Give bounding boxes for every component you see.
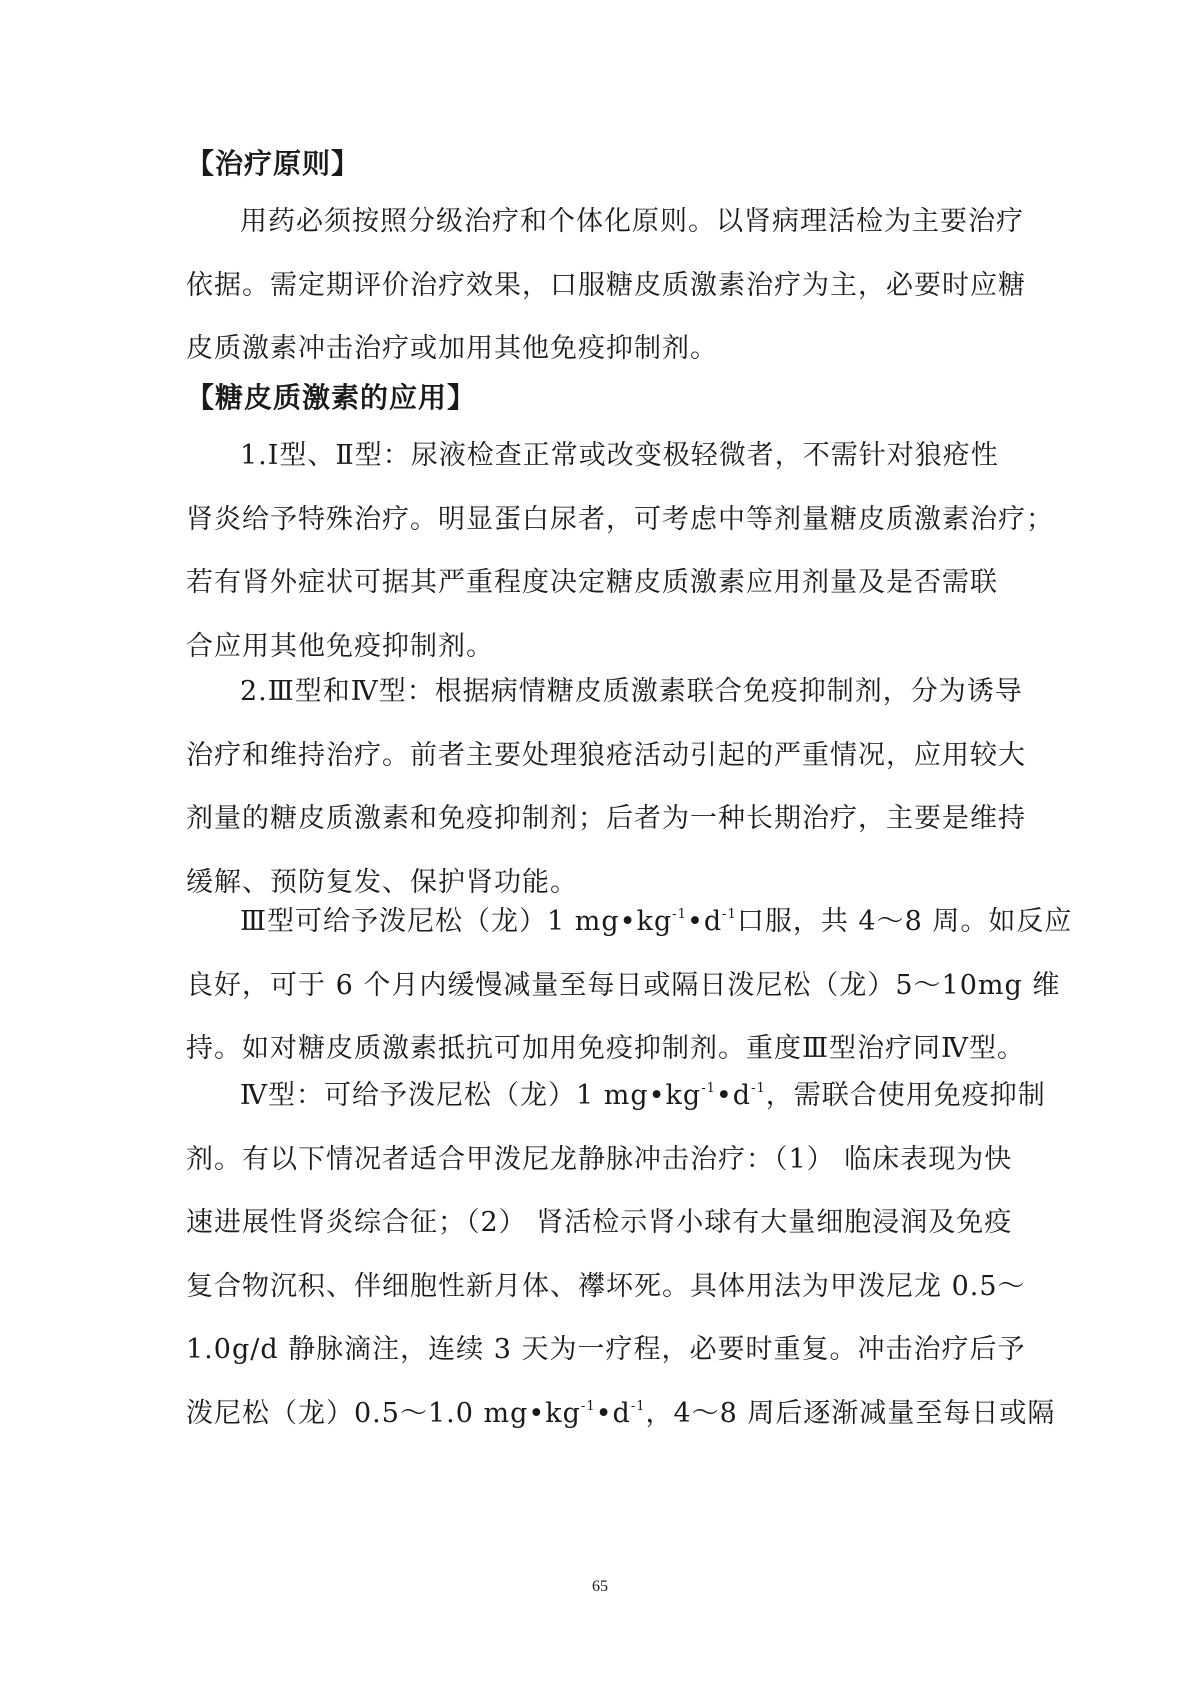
superscript: -1: [722, 907, 737, 922]
section-heading-corticosteroid-use: 【糖皮质激素的应用】: [186, 381, 477, 414]
text-run: Ⅲ型可给予泼尼松（龙）1 mg•kg: [240, 906, 673, 937]
superscript: -1: [701, 1081, 716, 1096]
text-line: [186, 1064, 1046, 1128]
text-line: 若有肾外症状可据其严重程度决定糖皮质激素应用剂量及是否需联: [186, 567, 998, 598]
text-line: 2.Ⅲ型和Ⅳ型：根据病情糖皮质激素联合免疫抑制剂，分为诱导: [240, 676, 1023, 707]
text-line: 合应用其他免疫抑制剂。: [186, 630, 494, 662]
paragraph-treatment-principle: [186, 190, 1026, 381]
text-run: ，需联合使用免疫抑制: [765, 1080, 1046, 1111]
text-line: [186, 1382, 1056, 1446]
text-run: Ⅳ型：可给予泼尼松（龙）1 mg•kg: [240, 1080, 702, 1111]
text-run: 口服，共 4～8 周。如反应: [736, 906, 1073, 937]
text-run: ，4～8 周后逐渐减量至每日或隔: [645, 1397, 1056, 1429]
superscript: -1: [751, 1081, 766, 1096]
text-run: 泼尼松（龙）0.5～1.0 mg•kg: [186, 1397, 581, 1429]
text-line: 1.0g/d 静脉滴注，连续 3 天为一疗程，必要时重复。冲击治疗后予: [186, 1334, 1026, 1365]
text-run: •d: [595, 1397, 631, 1429]
text-line: 持。如对糖皮质激素抵抗可加用免疫抑制剂。重度Ⅲ型治疗同Ⅳ型。: [186, 1033, 1026, 1064]
text-run: •d: [715, 1080, 752, 1111]
paragraph-type-4: [186, 1064, 1056, 1445]
text-line: 1.Ⅰ型、Ⅱ型：尿液检查正常或改变极轻微者，不需针对狼疮性: [240, 440, 999, 471]
text-line: 缓解、预防复发、保护肾功能。: [186, 866, 578, 898]
page-number: 65: [592, 1578, 608, 1595]
text-line: 良好，可于 6 个月内缓慢减量至每日或隔日泼尼松（龙）5～10mg 维: [186, 969, 1061, 1001]
superscript: -1: [672, 907, 687, 922]
text-line: 速进展性肾炎综合征；（2） 肾活检示肾小球有大量细胞浸润及免疫: [186, 1207, 1013, 1238]
text-line: 肾炎给予特殊治疗。明显蛋白尿者，可考虑中等剂量糖皮质激素治疗；: [186, 503, 1054, 535]
superscript: -1: [580, 1398, 596, 1414]
text-line: 用药必须按照分级治疗和个体化原则。以肾病理活检为主要治疗: [240, 206, 1024, 237]
paragraph-type-3: [186, 890, 1073, 1081]
text-line: 剂量的糖皮质激素和免疫抑制剂；后者为一种长期治疗，主要是维持: [186, 803, 1026, 834]
text-line: [186, 890, 1073, 954]
text-run: •d: [686, 906, 723, 937]
section-heading-treatment-principle: 【治疗原则】: [186, 147, 361, 180]
text-line: 治疗和维持治疗。前者主要处理狼疮活动引起的严重情况，应用较大: [186, 739, 1026, 771]
text-line: 依据。需定期评价治疗效果，口服糖皮质激素治疗为主，必要时应糖: [186, 269, 1026, 301]
text-line: 复合物沉积、伴细胞性新月体、襻坏死。具体用法为甲泼尼龙 0.5～: [186, 1270, 1026, 1302]
text-line: 皮质激素冲击治疗或加用其他免疫抑制剂。: [186, 333, 718, 364]
text-line: 剂。有以下情况者适合甲泼尼龙静脉冲击治疗：（1） 临床表现为快: [186, 1143, 1013, 1175]
superscript: -1: [630, 1398, 646, 1414]
paragraph-item-1: [186, 424, 1054, 678]
paragraph-item-2: [186, 660, 1026, 914]
